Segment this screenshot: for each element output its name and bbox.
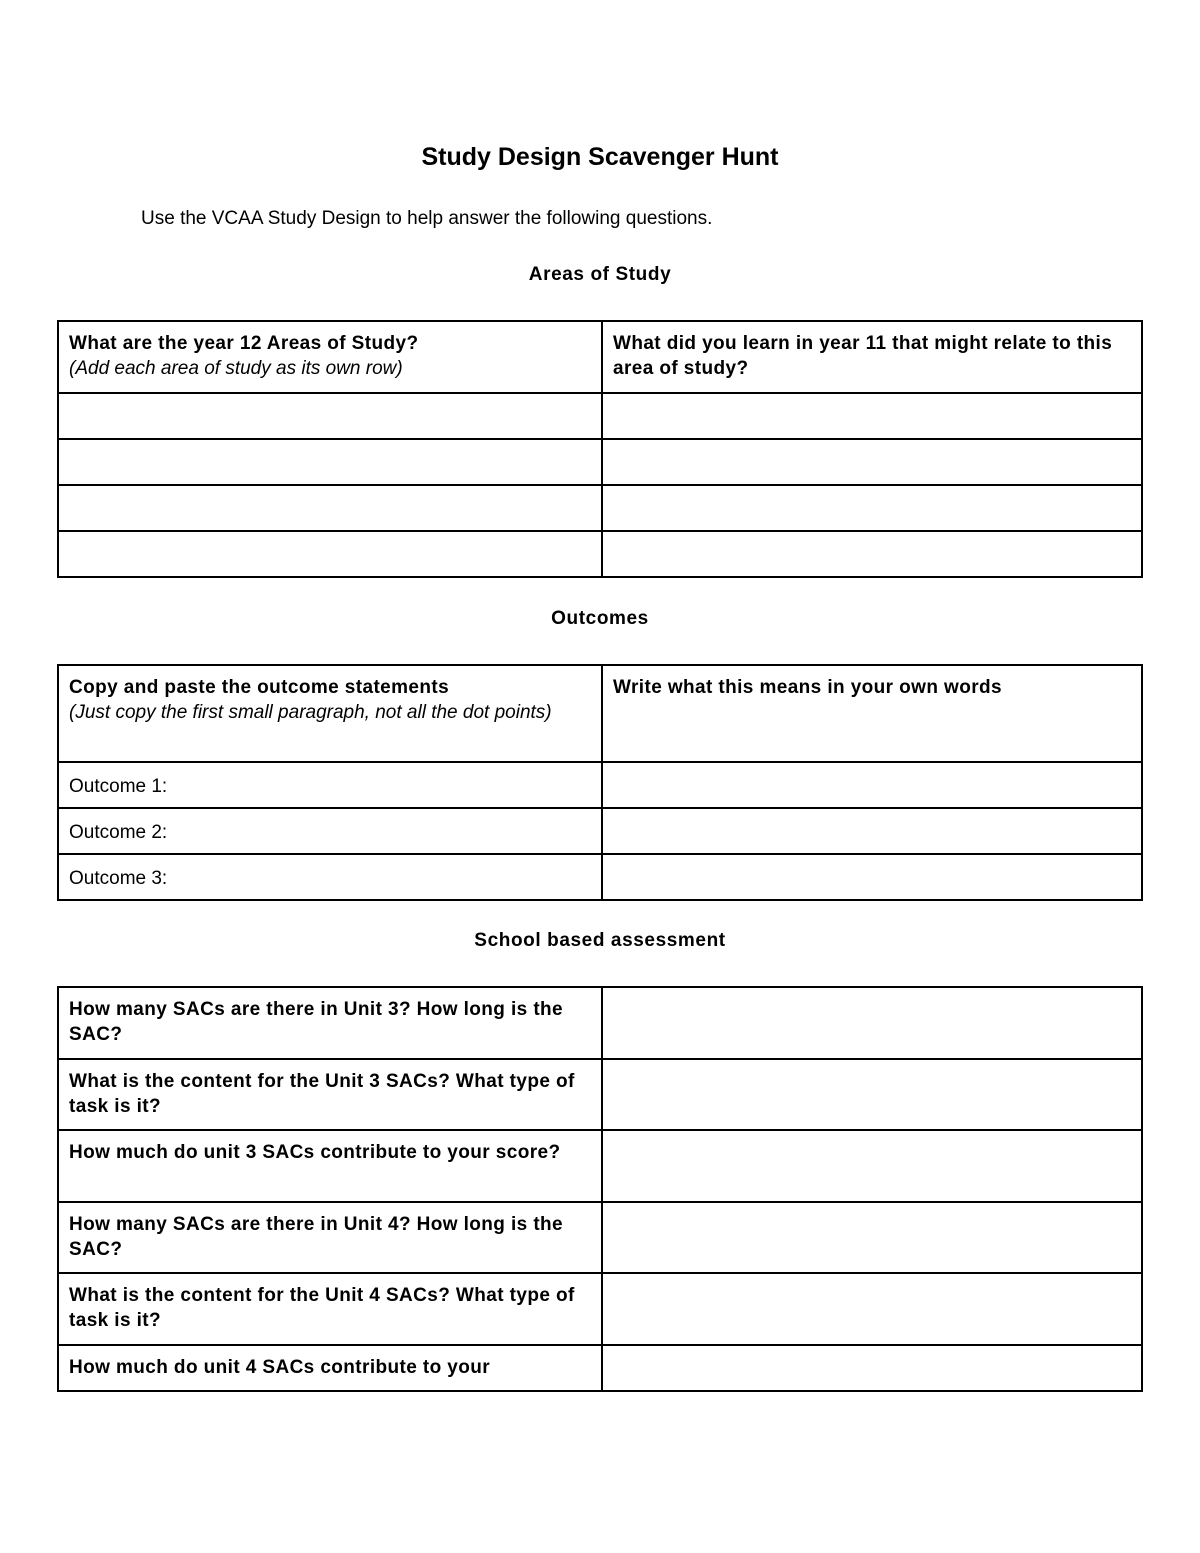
table-row xyxy=(58,1130,1142,1202)
page-title: Study Design Scavenger Hunt xyxy=(421,143,779,171)
outcomes-col2-header-cell xyxy=(602,665,1142,762)
table-row xyxy=(58,393,1142,439)
answer-cell[interactable] xyxy=(602,1130,1142,1202)
outcomes-col1-note: (Just copy the first small paragraph, not all the dot points) xyxy=(69,702,552,723)
areas-col1-note: (Add each area of study as its own row) xyxy=(69,358,403,379)
table-row xyxy=(58,987,1142,1059)
school-based-assessment-table xyxy=(57,986,1143,1392)
answer-cell[interactable] xyxy=(602,808,1142,854)
answer-cell[interactable] xyxy=(58,485,602,531)
table-row xyxy=(58,762,1142,808)
table-header-row xyxy=(58,665,1142,762)
answer-cell[interactable] xyxy=(602,1273,1142,1345)
question-cell: What is the content for the Unit 4 SACs? What type of task is it? xyxy=(58,1273,602,1345)
answer-cell[interactable] xyxy=(58,393,602,439)
answer-cell[interactable] xyxy=(602,439,1142,485)
question-cell: What is the content for the Unit 3 SACs? What type of task is it? xyxy=(58,1059,602,1131)
table-row xyxy=(58,854,1142,900)
outcome-label[interactable]: Outcome 3: xyxy=(58,854,602,900)
table-row xyxy=(58,1202,1142,1274)
answer-cell[interactable] xyxy=(58,531,602,577)
answer-cell[interactable] xyxy=(58,439,602,485)
answer-cell[interactable] xyxy=(602,1202,1142,1274)
table-row xyxy=(58,531,1142,577)
areas-col2-header-cell xyxy=(602,321,1142,393)
answer-cell[interactable] xyxy=(602,393,1142,439)
outcome-label[interactable]: Outcome 2: xyxy=(58,808,602,854)
areas-col1-header-cell xyxy=(58,321,602,393)
table-row xyxy=(58,1273,1142,1345)
answer-cell[interactable] xyxy=(602,1059,1142,1131)
areas-of-study-table xyxy=(57,320,1143,578)
outcomes-col1-header-cell xyxy=(58,665,602,762)
table-row xyxy=(58,485,1142,531)
school-based-assessment-heading: School based assessment xyxy=(474,930,726,951)
outcomes-col2-header: Write what this means in your own words xyxy=(613,677,1002,698)
question-cell: How much do unit 3 SACs contribute to your score? xyxy=(58,1130,602,1202)
outcome-label[interactable]: Outcome 1: xyxy=(58,762,602,808)
outcomes-table xyxy=(57,664,1143,901)
areas-col2-header: What did you learn in year 11 that might relate to this area of study? xyxy=(613,333,1113,379)
table-row xyxy=(58,1059,1142,1131)
outcomes-heading: Outcomes xyxy=(551,608,649,629)
areas-of-study-heading: Areas of Study xyxy=(528,264,672,285)
areas-col1-header: What are the year 12 Areas of Study? xyxy=(69,333,419,354)
table-header-row xyxy=(58,321,1142,393)
table-row xyxy=(58,439,1142,485)
table-row xyxy=(58,808,1142,854)
answer-cell[interactable] xyxy=(602,531,1142,577)
question-cell: How many SACs are there in Unit 4? How long is the SAC? xyxy=(58,1202,602,1274)
outcomes-col1-header: Copy and paste the outcome statements xyxy=(69,677,450,698)
intro-text: Use the VCAA Study Design to help answer the following questions. xyxy=(141,208,713,229)
table-row xyxy=(58,1345,1142,1391)
question-cell: How much do unit 4 SACs contribute to your xyxy=(58,1345,602,1391)
question-cell: How many SACs are there in Unit 3? How long is the SAC? xyxy=(58,987,602,1059)
answer-cell[interactable] xyxy=(602,762,1142,808)
answer-cell[interactable] xyxy=(602,485,1142,531)
answer-cell[interactable] xyxy=(602,1345,1142,1391)
answer-cell[interactable] xyxy=(602,854,1142,900)
answer-cell[interactable] xyxy=(602,987,1142,1059)
